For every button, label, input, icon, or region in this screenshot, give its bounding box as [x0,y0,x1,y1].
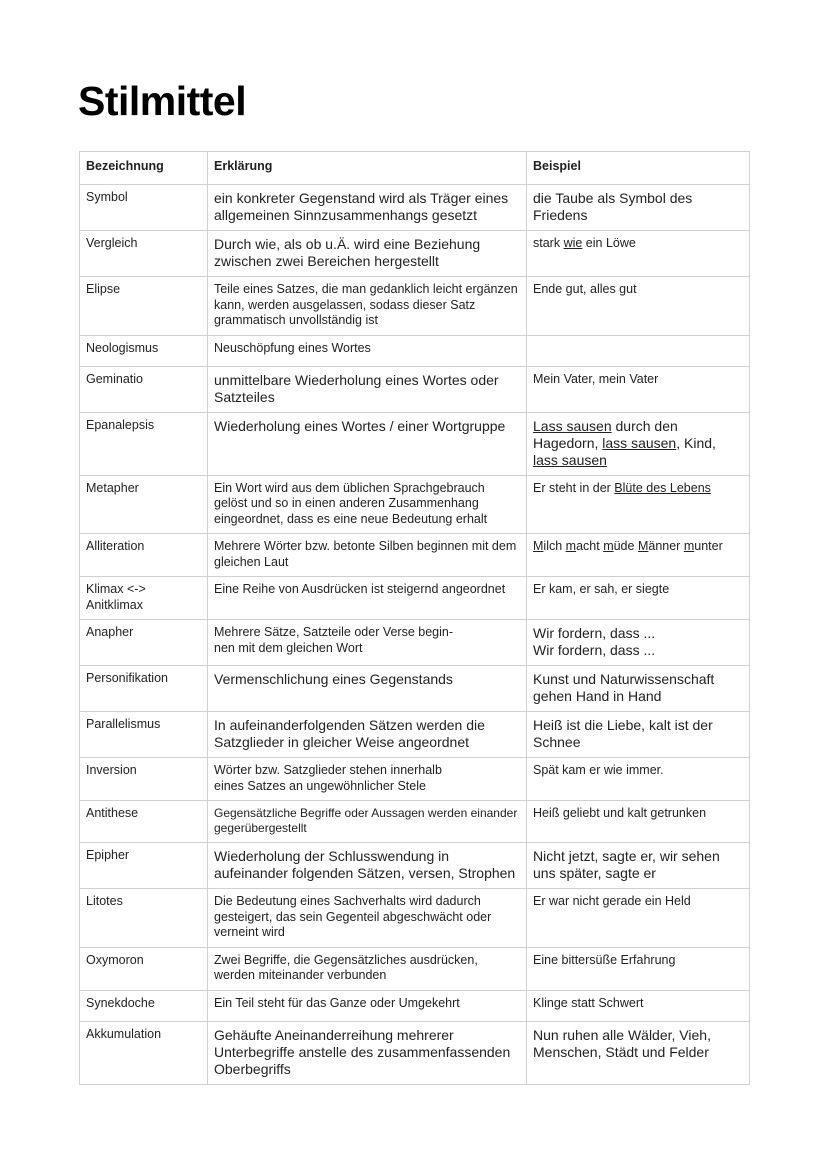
table-row [80,277,750,336]
header-name: Bezeichnung [80,152,208,185]
row-explanation: Mehrere Sätze, Satzteile oder Verse begin- nen mit dem gleichen Wort [208,620,527,666]
row-name: Akkumulation [80,1021,208,1084]
row-name: Antithese [80,801,208,843]
row-name: Klimax <-> Anitklimax [80,577,208,620]
table-row [80,577,750,620]
row-example: Nicht jetzt, sagte er, wir sehen uns später, sagte er [527,843,750,889]
stilmittel-table [79,151,750,1085]
row-name: Symbol [80,185,208,231]
table-row [80,758,750,801]
row-example: Heiß geliebt und kalt getrunken [527,801,750,843]
row-explanation: Eine Reihe von Ausdrücken ist steigernd angeordnet [208,577,527,620]
row-name: Geminatio [80,366,208,412]
header-example: Beispiel [527,152,750,185]
row-example: Mein Vater, mein Vater [527,366,750,412]
table-row [80,1021,750,1084]
row-name: Oxymoron [80,947,208,990]
row-explanation: In aufeinanderfolgenden Sätzen werden die Satzglieder in gleicher Weise angeordnet [208,712,527,758]
table-row [80,990,750,1021]
table-row [80,801,750,843]
row-example: Klinge statt Schwert [527,990,750,1021]
table-row [80,231,750,277]
row-explanation: Wiederholung eines Wortes / einer Wortgruppe [208,412,527,475]
row-example: Kunst und Naturwissenschaft gehen Hand in Hand [527,666,750,712]
row-explanation: Ein Wort wird aus dem üblichen Sprachgebrauch gelöst und so in einen anderen Zusammenhang eingeordnet, dass es eine neue Bedeutung erhalt [208,475,527,534]
row-name: Epanalepsis [80,412,208,475]
row-explanation: Wörter bzw. Satzglieder stehen innerhalb eines Satzes an ungewöhnlicher Stele [208,758,527,801]
row-explanation: Zwei Begriffe, die Gegensätzliches ausdrücken, werden miteinander verbunden [208,947,527,990]
row-example: Wir fordern, dass ... Wir fordern, dass ... [527,620,750,666]
row-name: Alliteration [80,534,208,577]
table-row [80,412,750,475]
row-explanation: Gehäufte Aneinanderreihung mehrerer Unterbegriffe anstelle des zusammenfassenden Oberbegriffs [208,1021,527,1084]
row-example: Er war nicht gerade ein Held [527,889,750,948]
row-example: Eine bittersüße Erfahrung [527,947,750,990]
row-explanation: Ein Teil steht für das Ganze oder Umgekehrt [208,990,527,1021]
table-row [80,712,750,758]
row-example: Nun ruhen alle Wälder, Vieh, Menschen, Städt und Felder [527,1021,750,1084]
row-example: die Taube als Symbol des Friedens [527,185,750,231]
row-example: Er kam, er sah, er siegte [527,577,750,620]
row-example: Heiß ist die Liebe, kalt ist der Schnee [527,712,750,758]
table-header-row [80,152,750,185]
header-explanation: Erklärung [208,152,527,185]
table-row [80,843,750,889]
table-row [80,475,750,534]
table-row [80,534,750,577]
row-name: Synekdoche [80,990,208,1021]
row-explanation: ein konkreter Gegenstand wird als Träger eines allgemeinen Sinnzusammenhangs gesetzt [208,185,527,231]
table-row [80,947,750,990]
row-explanation: Teile eines Satzes, die man gedanklich leicht ergänzen kann, werden ausgelassen, sodass dieser Satz grammatisch unvollständig ist [208,277,527,336]
table-row [80,620,750,666]
row-example: stark wie ein Löwe [527,231,750,277]
table-row [80,366,750,412]
row-name: Parallelismus [80,712,208,758]
row-example: Milch macht müde Männer munter [527,534,750,577]
table-row [80,666,750,712]
row-name: Metapher [80,475,208,534]
row-example: Er steht in der Blüte des Lebens [527,475,750,534]
row-name: Elipse [80,277,208,336]
row-explanation: unmittelbare Wiederholung eines Wortes oder Satzteiles [208,366,527,412]
row-example: Lass sausen durch den Hagedorn, lass sausen, Kind, lass sausen [527,412,750,475]
row-explanation: Gegensätzliche Begriffe oder Aussagen werden einander gegerübergestellt [208,801,527,843]
row-name: Inversion [80,758,208,801]
table-row [80,889,750,948]
row-name: Vergleich [80,231,208,277]
row-name: Litotes [80,889,208,948]
row-explanation: Durch wie, als ob u.Ä. wird eine Beziehung zwischen zwei Bereichen hergestellt [208,231,527,277]
row-name: Personifikation [80,666,208,712]
row-name: Neologismus [80,335,208,366]
table-row [80,185,750,231]
row-name: Epipher [80,843,208,889]
row-explanation: Neuschöpfung eines Wortes [208,335,527,366]
row-explanation: Vermenschlichung eines Gegenstands [208,666,527,712]
row-example: Ende gut, alles gut [527,277,750,336]
row-explanation: Mehrere Wörter bzw. betonte Silben beginnen mit dem gleichen Laut [208,534,527,577]
row-example [527,335,750,366]
row-explanation: Wiederholung der Schlusswendung in aufeinander folgenden Sätzen, versen, Strophen [208,843,527,889]
row-explanation: Die Bedeutung eines Sachverhalts wird dadurch gesteigert, das sein Gegenteil abgeschwächt oder verneint wird [208,889,527,948]
row-name: Anapher [80,620,208,666]
table-row [80,335,750,366]
row-example: Spät kam er wie immer. [527,758,750,801]
page-title: Stilmittel [78,78,247,124]
